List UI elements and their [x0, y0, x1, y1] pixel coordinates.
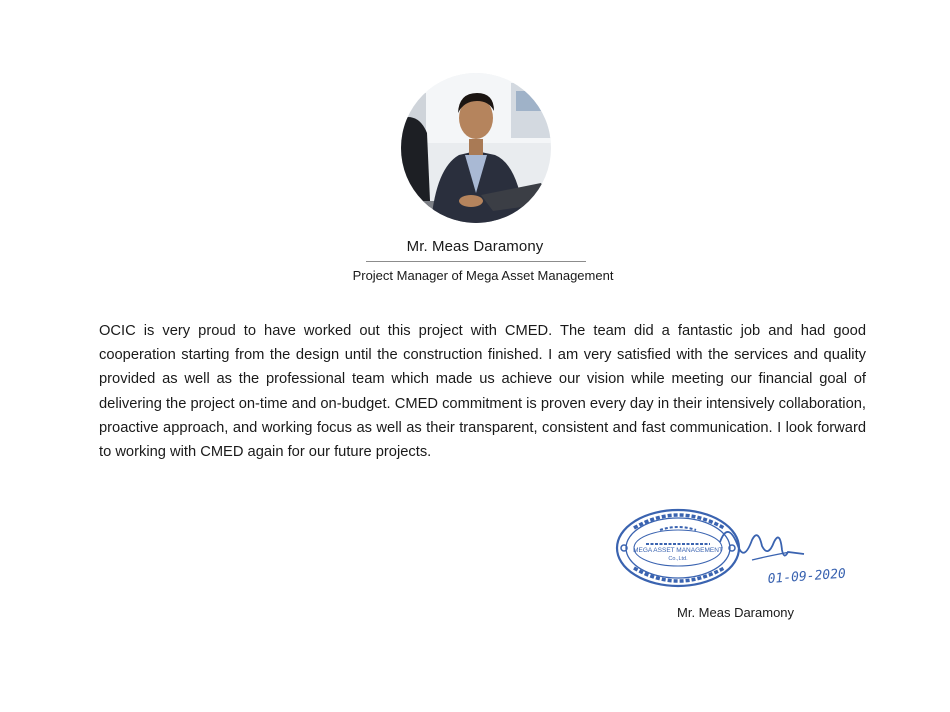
svg-text:01-09-2020: 01-09-2020 — [767, 566, 847, 587]
profile-photo — [401, 73, 551, 223]
svg-text:MEGA ASSET MANAGEMENT: MEGA ASSET MANAGEMENT — [633, 547, 723, 554]
profile-title: Project Manager of Mega Asset Management — [352, 268, 614, 283]
testimonial-text: OCIC is very proud to have worked out this project with CMED. The team did a fantastic job and had good cooperation starting from the design until the construction finished. I am very satisfied with the services and quality provided as well as the professional team which made us achieve our vision while meeting our financial goal of delivering the project on-time and on-budget. CMED commitment is proven every day in their intensively collaboration, proactive approach, and working focus as well as their transparent, consistent and fast communication. I look forward to working with CMED again for our future projects. — [99, 323, 866, 461]
name-divider — [366, 261, 586, 262]
profile-name: Mr. Meas Daramony — [406, 238, 544, 255]
signer-name: Mr. Meas Daramony — [677, 605, 795, 620]
svg-text:Co.,Ltd.: Co.,Ltd. — [668, 556, 688, 562]
company-stamp-and-signature — [612, 500, 872, 600]
